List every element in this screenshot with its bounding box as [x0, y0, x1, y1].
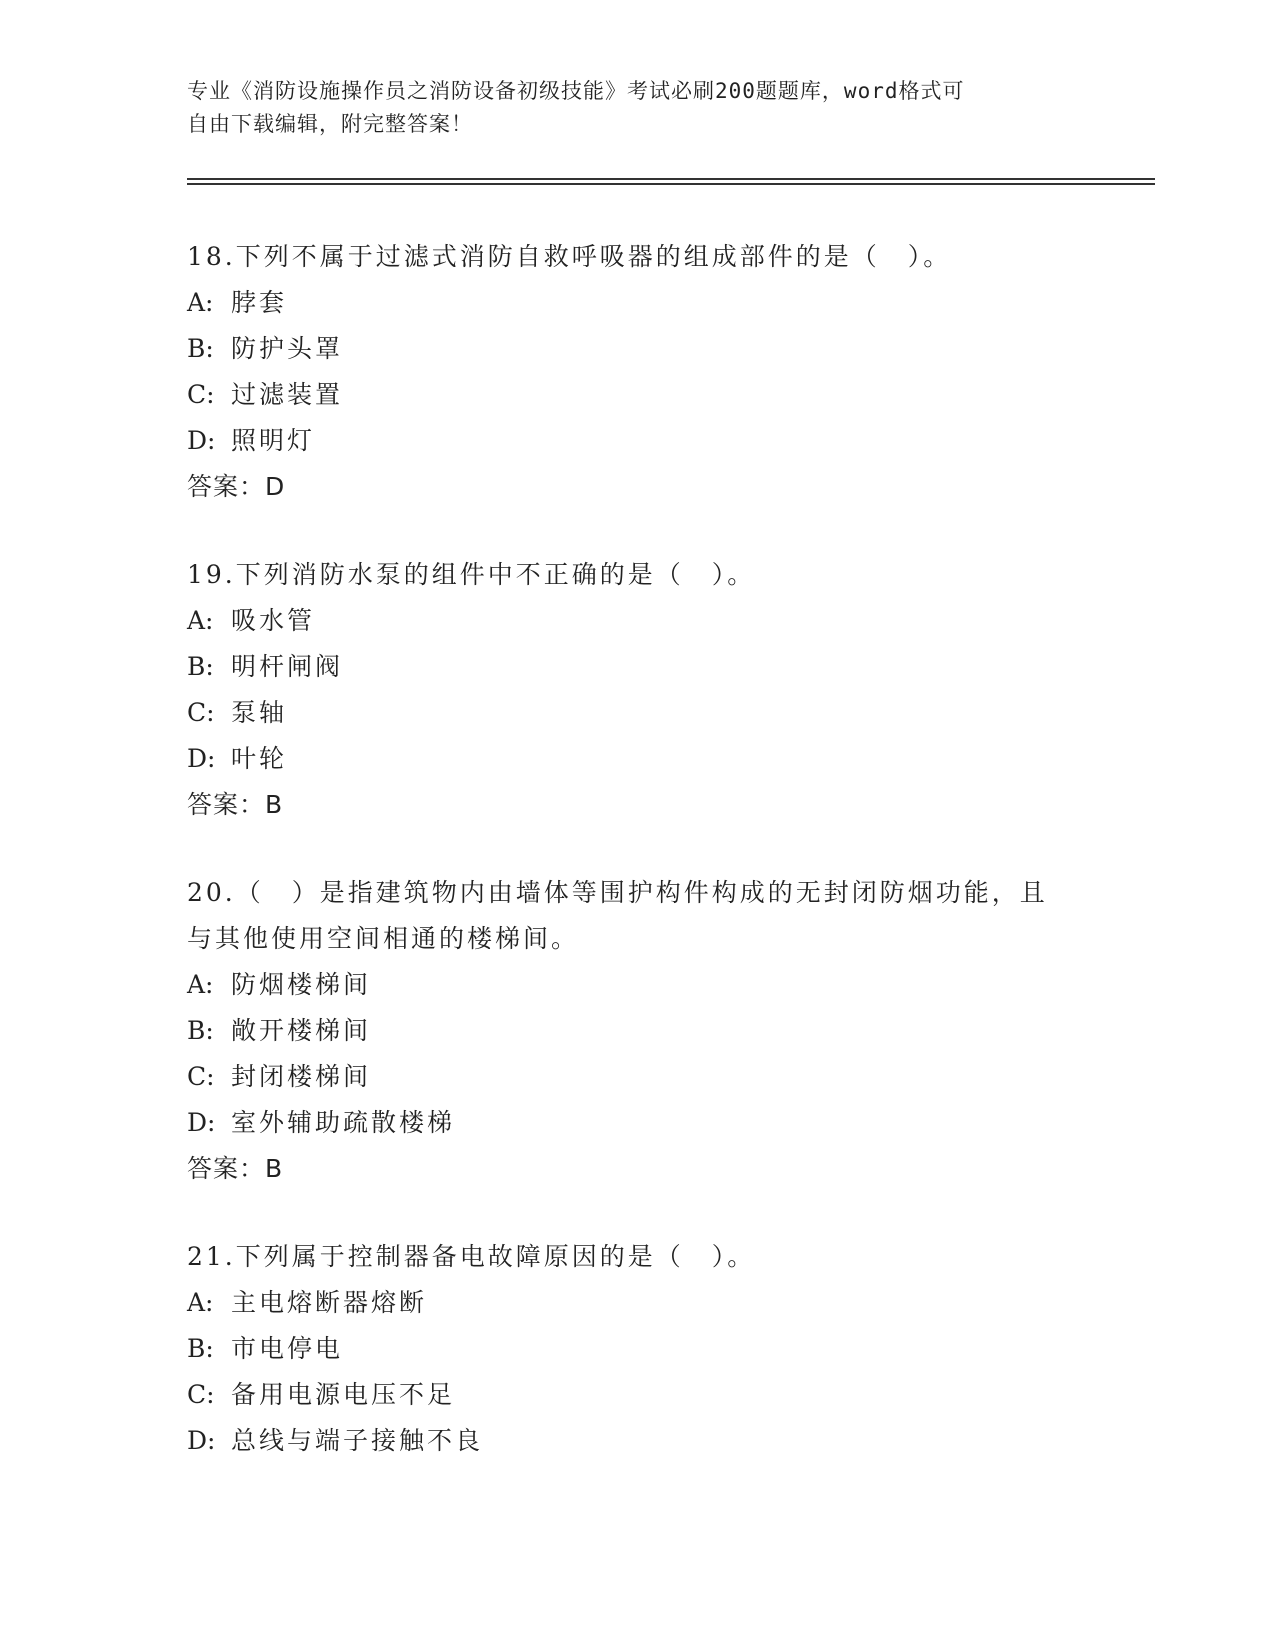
option-text: 防护头罩	[231, 334, 344, 363]
option-d	[187, 1100, 1087, 1146]
question-stem	[187, 1234, 1087, 1280]
question-stem	[187, 234, 1087, 280]
option-b	[187, 644, 1087, 690]
header-divider-top	[187, 178, 1155, 180]
option-key: D:	[187, 1426, 216, 1455]
document-header	[187, 75, 1087, 141]
answer-text: 答案：B	[187, 790, 284, 819]
option-d	[187, 418, 1087, 464]
option-text: 主电熔断器熔断	[231, 1288, 428, 1317]
option-c	[187, 1054, 1087, 1100]
option-c	[187, 372, 1087, 418]
question-21	[187, 1234, 1087, 1464]
option-a	[187, 280, 1087, 326]
question-20	[187, 870, 1087, 1192]
question-stem-line: 20.（ ）是指建筑物内由墙体等围护构件构成的无封闭防烟功能，且	[187, 878, 1048, 907]
option-b	[187, 326, 1087, 372]
option-a	[187, 1280, 1087, 1326]
option-b	[187, 1326, 1087, 1372]
answer-text: 答案：D	[187, 472, 286, 501]
option-text: 市电停电	[231, 1334, 344, 1363]
option-key: D:	[187, 1108, 216, 1137]
option-key: B:	[187, 652, 214, 681]
option-key: C:	[187, 1380, 215, 1409]
option-text: 过滤装置	[231, 380, 344, 409]
option-key: A:	[187, 606, 214, 635]
option-text: 叶轮	[231, 744, 288, 773]
option-c	[187, 690, 1087, 736]
option-key: B:	[187, 1334, 214, 1363]
question-stem-line: 21.下列属于控制器备电故障原因的是（ ）。	[187, 1242, 756, 1271]
option-b	[187, 1008, 1087, 1054]
question-19	[187, 552, 1087, 828]
option-a	[187, 962, 1087, 1008]
question-18	[187, 234, 1087, 510]
option-key: D:	[187, 426, 216, 455]
option-text: 敞开楼梯间	[231, 1016, 372, 1045]
option-text: 泵轴	[231, 698, 288, 727]
option-key: D:	[187, 744, 216, 773]
option-text: 室外辅助疏散楼梯	[231, 1108, 456, 1137]
question-stem	[187, 552, 1087, 598]
option-text: 总线与端子接触不良	[231, 1426, 484, 1455]
question-stem-line: 与其他使用空间相通的楼梯间。	[187, 924, 580, 953]
option-key: A:	[187, 1288, 214, 1317]
answer-text: 答案：B	[187, 1154, 284, 1183]
question-stem	[187, 870, 1087, 962]
option-key: A:	[187, 288, 214, 317]
question-stem-line: 19.下列消防水泵的组件中不正确的是（ ）。	[187, 560, 756, 589]
option-a	[187, 598, 1087, 644]
option-text: 吸水管	[231, 606, 316, 635]
option-text: 防烟楼梯间	[231, 970, 372, 999]
option-c	[187, 1372, 1087, 1418]
option-d	[187, 736, 1087, 782]
option-text: 脖套	[231, 288, 288, 317]
option-key: C:	[187, 1062, 215, 1091]
option-text: 明杆闸阀	[231, 652, 344, 681]
option-key: B:	[187, 1016, 214, 1045]
option-text: 封闭楼梯间	[231, 1062, 372, 1091]
header-divider-bottom	[187, 183, 1155, 185]
option-text: 备用电源电压不足	[231, 1380, 456, 1409]
option-key: C:	[187, 380, 215, 409]
option-d	[187, 1418, 1087, 1464]
question-stem-line: 18.下列不属于过滤式消防自救呼吸器的组成部件的是（ ）。	[187, 242, 952, 271]
header-line-2: 自由下载编辑，附完整答案！	[187, 112, 473, 136]
option-key: A:	[187, 970, 214, 999]
option-key: C:	[187, 698, 215, 727]
option-text: 照明灯	[231, 426, 316, 455]
option-key: B:	[187, 334, 214, 363]
header-line-1: 专业《消防设施操作员之消防设备初级技能》考试必刷200题题库，word格式可	[187, 79, 965, 103]
